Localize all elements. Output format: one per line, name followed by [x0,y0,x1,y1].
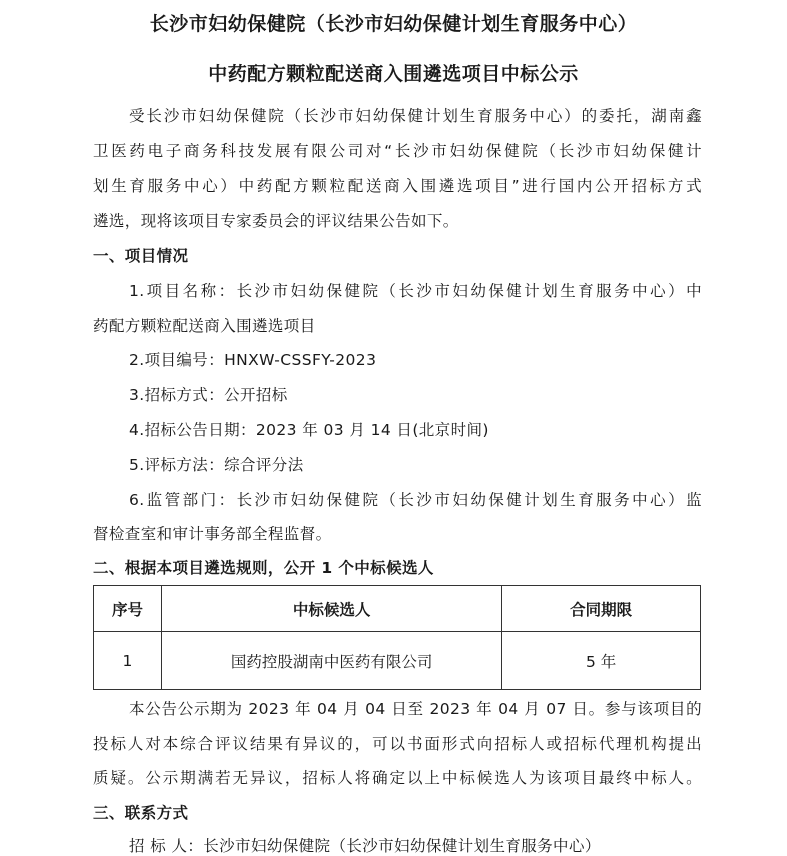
intro-line-2: 卫医药电子商务科技发展有限公司对“长沙市妇幼保健院（长沙市妇幼保健计 [93,142,702,160]
column-header: 合同期限 [502,586,701,632]
table-row [94,632,701,690]
supervision-line-1: 6.监管部门：长沙市妇幼保健院（长沙市妇幼保健计划生育服务中心）监 [129,491,702,509]
column-header: 中标候选人 [161,586,501,632]
contact-tenderer: 招 标 人：长沙市妇幼保健院（长沙市妇幼保健计划生育服务中心） [129,837,601,855]
table-cell: 国药控股湖南中医药有限公司 [161,632,501,690]
table-cell: 1 [94,632,162,690]
supervision-line-2: 督检查室和审计事务部全程监督。 [93,525,332,543]
table-header-row [94,586,701,632]
evaluation-method: 5.评标方法：综合评分法 [129,456,304,474]
intro-line-4: 遴选，现将该项目专家委员会的评议结果公告如下。 [93,212,459,230]
announcement-date: 4.招标公告日期：2023 年 03 月 14 日(北京时间) [129,421,489,439]
notice-line-3: 质疑。公示期满若无异议，招标人将确定以上中标候选人为该项目最终中标人。 [93,769,702,787]
section-heading-candidates: 二、根据本项目遴选规则，公开 1 个中标候选人 [93,559,434,577]
notice-line-1: 本公告公示期为 2023 年 04 月 04 日至 2023 年 04 月 07 日。参与该项目的 [129,700,702,718]
project-number: 2.项目编号：HNXW-CSSFY-2023 [129,351,377,369]
page-title: 长沙市妇幼保健院（长沙市妇幼保健计划生育服务中心） [149,13,638,35]
tender-method: 3.招标方式：公开招标 [129,386,288,404]
project-name-line-2: 药配方颗粒配送商入围遴选项目 [93,317,316,335]
section-heading-project: 一、项目情况 [93,247,189,265]
column-header: 序号 [94,586,162,632]
intro-line-3: 划生育服务中心）中药配方颗粒配送商入围遴选项目”进行国内公开招标方式 [93,177,702,195]
candidate-table [93,585,701,690]
notice-line-2: 投标人对本综合评议结果有异议的，可以书面形式向招标人或招标代理机构提出 [93,735,702,753]
table-cell: 5 年 [502,632,701,690]
intro-line-1: 受长沙市妇幼保健院（长沙市妇幼保健计划生育服务中心）的委托，湖南鑫 [129,107,702,125]
page-subtitle: 中药配方颗粒配送商入围遴选项目中标公示 [208,63,579,85]
section-heading-contact: 三、联系方式 [93,804,189,822]
project-name-line-1: 1.项目名称：长沙市妇幼保健院（长沙市妇幼保健计划生育服务中心）中 [129,282,702,300]
